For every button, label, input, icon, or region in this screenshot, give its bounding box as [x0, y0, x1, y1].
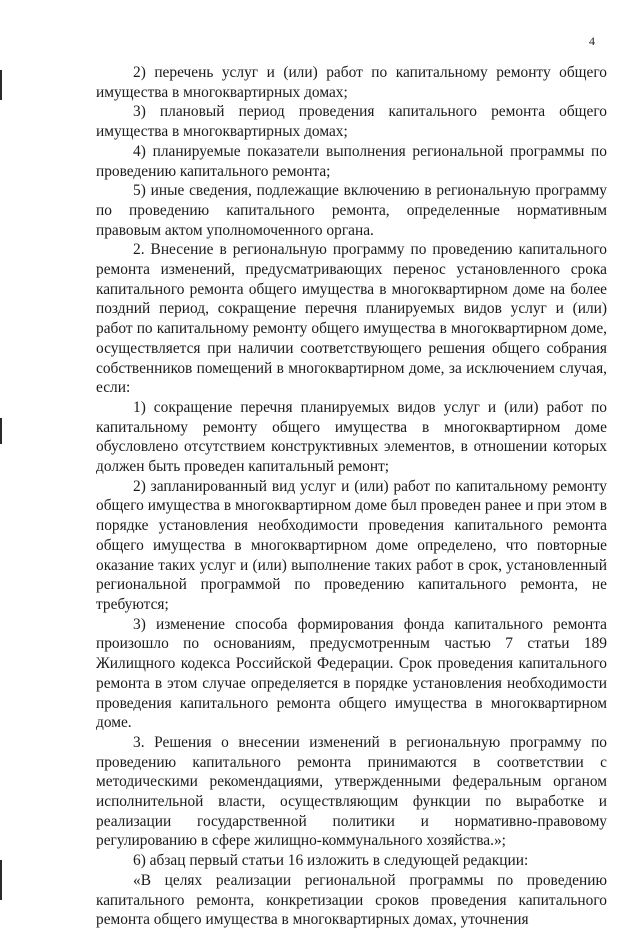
scan-edge-mark	[0, 418, 2, 444]
paragraph-section-3: 3. Решения о внесении изменений в региональную программу по проведению капитального ремонта принимаются в соответствии с методическими рекомендациями, утвержденными федеральным органом исполнительной власти, осуществляющим функции по выработке и реализации государственной политики и нормативно-правовому регулированию в сфере жилищно-коммунального хозяйства.»;	[96, 733, 607, 850]
paragraph-exception-1: 1) сокращение перечня планируемых видов услуг и (или) работ по капитальному ремонту общего имущества в многоквартирном доме обусловлено отсутствием конструктивных элементов, в отношении которых должен быть проведен капитальный ремонт;	[96, 398, 607, 476]
paragraph-quote-start: «В целях реализации региональной программы по проведению капитального ремонта, конкретизации сроков проведения капитального ремонта общего имущества в многоквартирных домах, уточнения	[96, 871, 607, 929]
paragraph-amendment-6: 6) абзац первый статьи 16 изложить в следующей редакции:	[133, 852, 529, 870]
paragraph-item-5: 5) иные сведения, подлежащие включению в региональную программу по проведению капитального ремонта, определенные нормативным правовым актом уполномоченного органа.	[96, 182, 607, 239]
paragraph-item-2: 2) перечень услуг и (или) работ по капитальному ремонту общего имущества в многоквартирных домах;	[96, 64, 607, 101]
scan-edge-mark	[0, 860, 2, 900]
paragraph-section-2: 2. Внесение в региональную программу по проведению капитального ремонта изменений, предусматривающих перенос установленного срока капитального ремонта общего имущества в многоквартирном доме на более поздний период, сокращение перечня планируемых видов услуг и (или) работ по капитальному ремонту общего имущества в многоквартирном доме, осуществляется при наличии соответствующего решения общего собрания собственников помещений в многоквартирном доме, за исключением случая, если:	[96, 241, 607, 397]
scan-edge-mark	[0, 70, 2, 100]
paragraph-exception-3: 3) изменение способа формирования фонда капитального ремонта произошло по основаниям, предусмотренным частью 7 статьи 189 Жилищного кодекса Российской Федерации. Срок проведения капитального ремонта в этом случае определяется в порядке установления необходимости проведения капитального ремонта общего имущества в многоквартирном доме.	[96, 615, 607, 732]
page-number: 4	[589, 34, 595, 48]
paragraph-exception-2: 2) запланированный вид услуг и (или) работ по капитальному ремонту общего имущества в многоквартирном доме был проведен ранее и при этом в порядке установления необходимости проведения капитального ремонта общего имущества в многоквартирном доме определено, что повторные оказание таких услуг и (или) выполнение таких работ в срок, установленный региональной программой по проведению капитального ремонта, не требуются;	[96, 477, 607, 613]
document-body	[96, 63, 607, 930]
paragraph-item-4: 4) планируемые показатели выполнения региональной программы по проведению капитального ремонта;	[96, 142, 607, 180]
paragraph-item-3: 3) плановый период проведения капитального ремонта общего имущества в многоквартирных домах;	[96, 103, 607, 141]
